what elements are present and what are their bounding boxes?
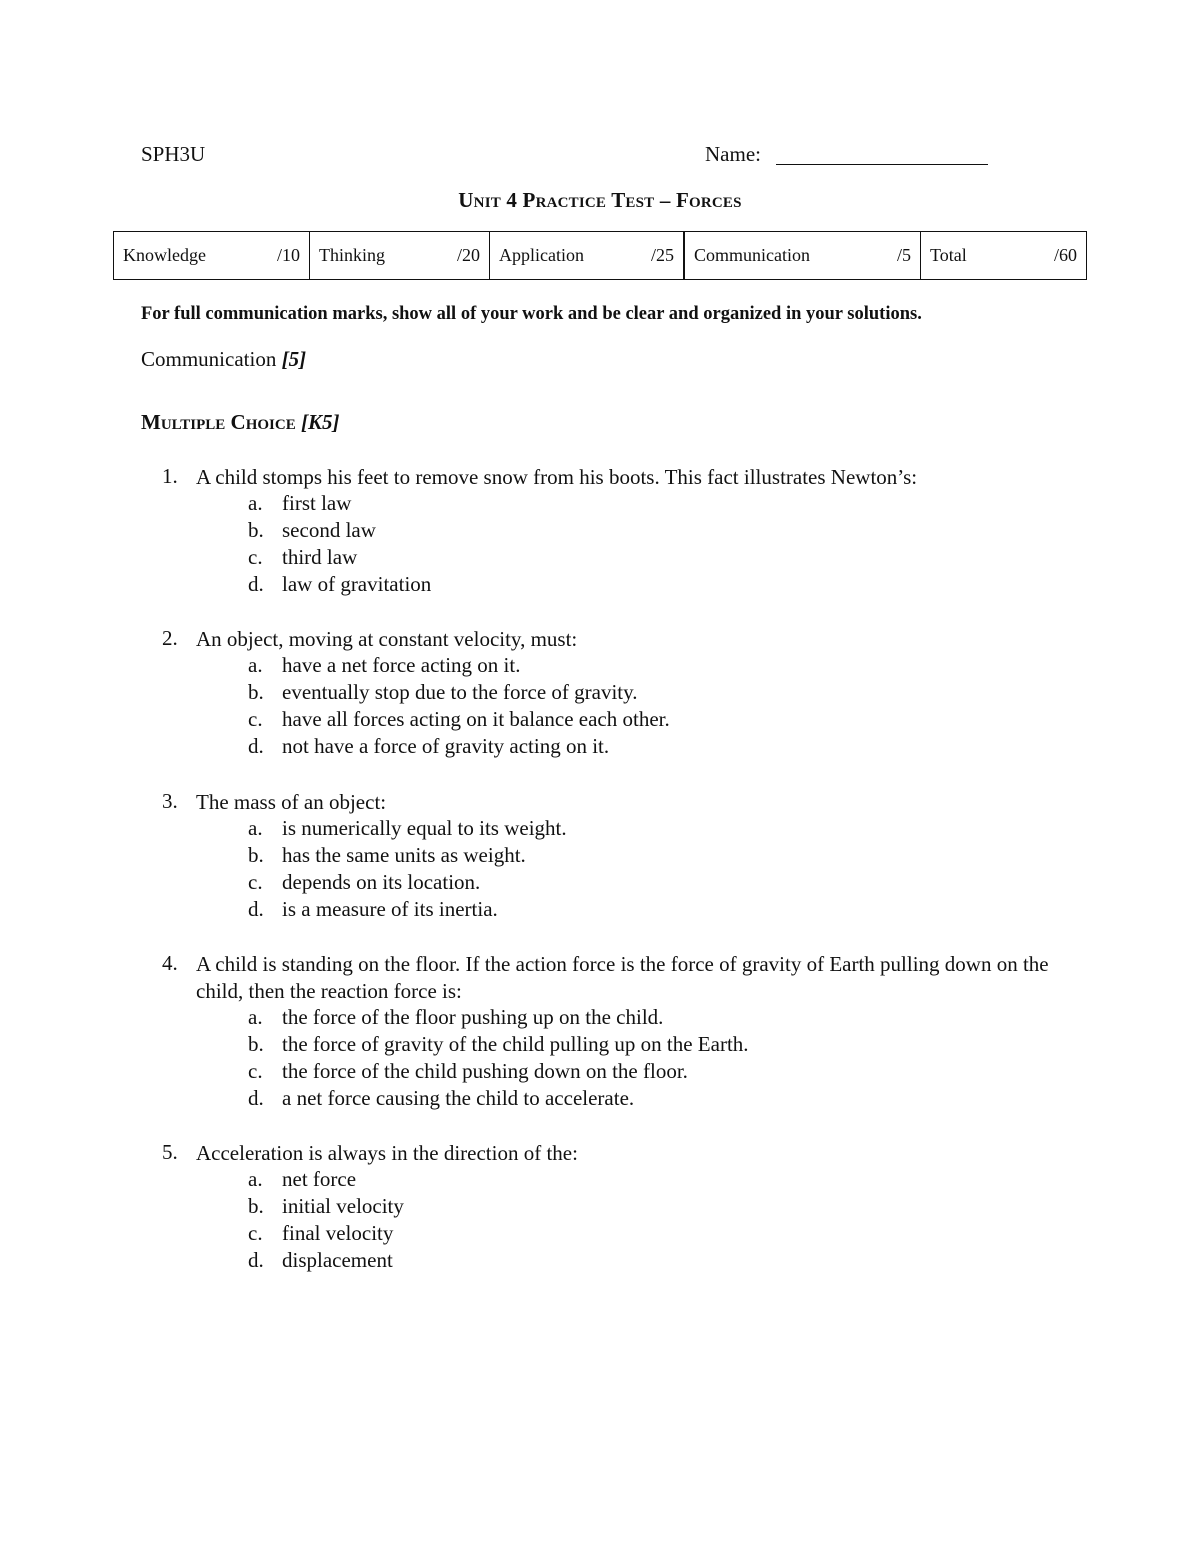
option-letter: a.: [248, 816, 263, 840]
option-text[interactable]: displacement: [282, 1248, 393, 1272]
option-text[interactable]: is a measure of its inertia.: [282, 897, 498, 921]
option-letter: a.: [248, 653, 263, 677]
option-letter: b.: [248, 843, 264, 867]
marks-cell-communication: [685, 232, 921, 279]
option-text[interactable]: the force of the floor pushing up on the child.: [282, 1005, 664, 1029]
option-letter: b.: [248, 680, 264, 704]
question-text: A child is standing on the floor. If the action force is the force of gravity of Earth pulling down on the child, then the reaction force is:: [196, 952, 1049, 1003]
marks-out-of: /20: [456, 245, 480, 265]
option-letter: d.: [248, 1086, 264, 1110]
name-label: Name:: [705, 142, 761, 166]
marks-table: [113, 231, 1087, 280]
question-number: 5.: [162, 1140, 178, 1164]
option-letter: c.: [248, 545, 263, 569]
question-number: 3.: [162, 789, 178, 813]
marks-category: Application: [499, 245, 584, 265]
option-letter: c.: [248, 1221, 263, 1245]
marks-category: Knowledge: [123, 245, 206, 265]
question-text: A child stomps his feet to remove snow from his boots. This fact illustrates Newton’s:: [196, 465, 918, 489]
option-letter: b.: [248, 1194, 264, 1218]
marks-cell-knowledge: [114, 232, 310, 279]
option-letter: d.: [248, 897, 264, 921]
option-text[interactable]: law of gravitation: [282, 572, 432, 596]
option-text[interactable]: the force of the child pushing down on the floor.: [282, 1059, 688, 1083]
marks-cell-application: [490, 232, 685, 279]
course-code: SPH3U: [141, 142, 206, 166]
option-text[interactable]: is numerically equal to its weight.: [282, 816, 567, 840]
section-heading-tag: [K5]: [300, 410, 340, 434]
marks-out-of: /25: [650, 245, 674, 265]
question-number: 1.: [162, 464, 178, 488]
option-letter: a.: [248, 1005, 263, 1029]
section-heading-label: Multiple Choice: [141, 410, 296, 434]
communication-label: Communication: [141, 347, 277, 371]
option-letter: d.: [248, 1248, 264, 1272]
question-text: Acceleration is always in the direction of the:: [196, 1141, 578, 1165]
marks-category: Communication: [694, 245, 810, 265]
option-text[interactable]: first law: [282, 491, 352, 515]
option-text[interactable]: a net force causing the child to accelerate.: [282, 1086, 635, 1110]
option-text[interactable]: have all forces acting on it balance each other.: [282, 707, 670, 731]
option-letter: c.: [248, 1059, 263, 1083]
name-input-line[interactable]: [776, 164, 988, 165]
marks-category: Total: [930, 245, 967, 265]
option-letter: a.: [248, 1167, 263, 1191]
option-text[interactable]: the force of gravity of the child pulling up on the Earth.: [282, 1032, 749, 1056]
question-text: The mass of an object:: [196, 790, 387, 814]
option-text[interactable]: depends on its location.: [282, 870, 481, 894]
communication-line: [141, 347, 306, 372]
option-letter: b.: [248, 1032, 264, 1056]
option-text[interactable]: initial velocity: [282, 1194, 404, 1218]
page-title: Unit 4 Practice Test – Forces: [458, 188, 742, 212]
marks-out-of: /10: [276, 245, 300, 265]
option-text[interactable]: third law: [282, 545, 358, 569]
option-letter: a.: [248, 491, 263, 515]
option-letter: b.: [248, 518, 264, 542]
option-letter: c.: [248, 870, 263, 894]
question-text: An object, moving at constant velocity, must:: [196, 627, 578, 651]
option-text[interactable]: eventually stop due to the force of gravity.: [282, 680, 638, 704]
marks-category: Thinking: [319, 245, 385, 265]
marks-cell-thinking: [310, 232, 490, 279]
option-text[interactable]: net force: [282, 1167, 357, 1191]
communication-tag: [5]: [281, 347, 307, 371]
option-text[interactable]: have a net force acting on it.: [282, 653, 521, 677]
option-text[interactable]: not have a force of gravity acting on it.: [282, 734, 610, 758]
option-letter: c.: [248, 707, 263, 731]
instructions: For full communication marks, show all of your work and be clear and organized in your solutions.: [141, 304, 922, 324]
section-heading: [141, 410, 339, 435]
option-text[interactable]: second law: [282, 518, 376, 542]
marks-out-of: /5: [896, 245, 911, 265]
option-text[interactable]: has the same units as weight.: [282, 843, 526, 867]
option-text[interactable]: final velocity: [282, 1221, 394, 1245]
question-number: 2.: [162, 626, 178, 650]
marks-cell-total: [921, 232, 1086, 279]
option-letter: d.: [248, 734, 264, 758]
marks-out-of: /60: [1053, 245, 1077, 265]
question-number: 4.: [162, 951, 178, 975]
option-letter: d.: [248, 572, 264, 596]
